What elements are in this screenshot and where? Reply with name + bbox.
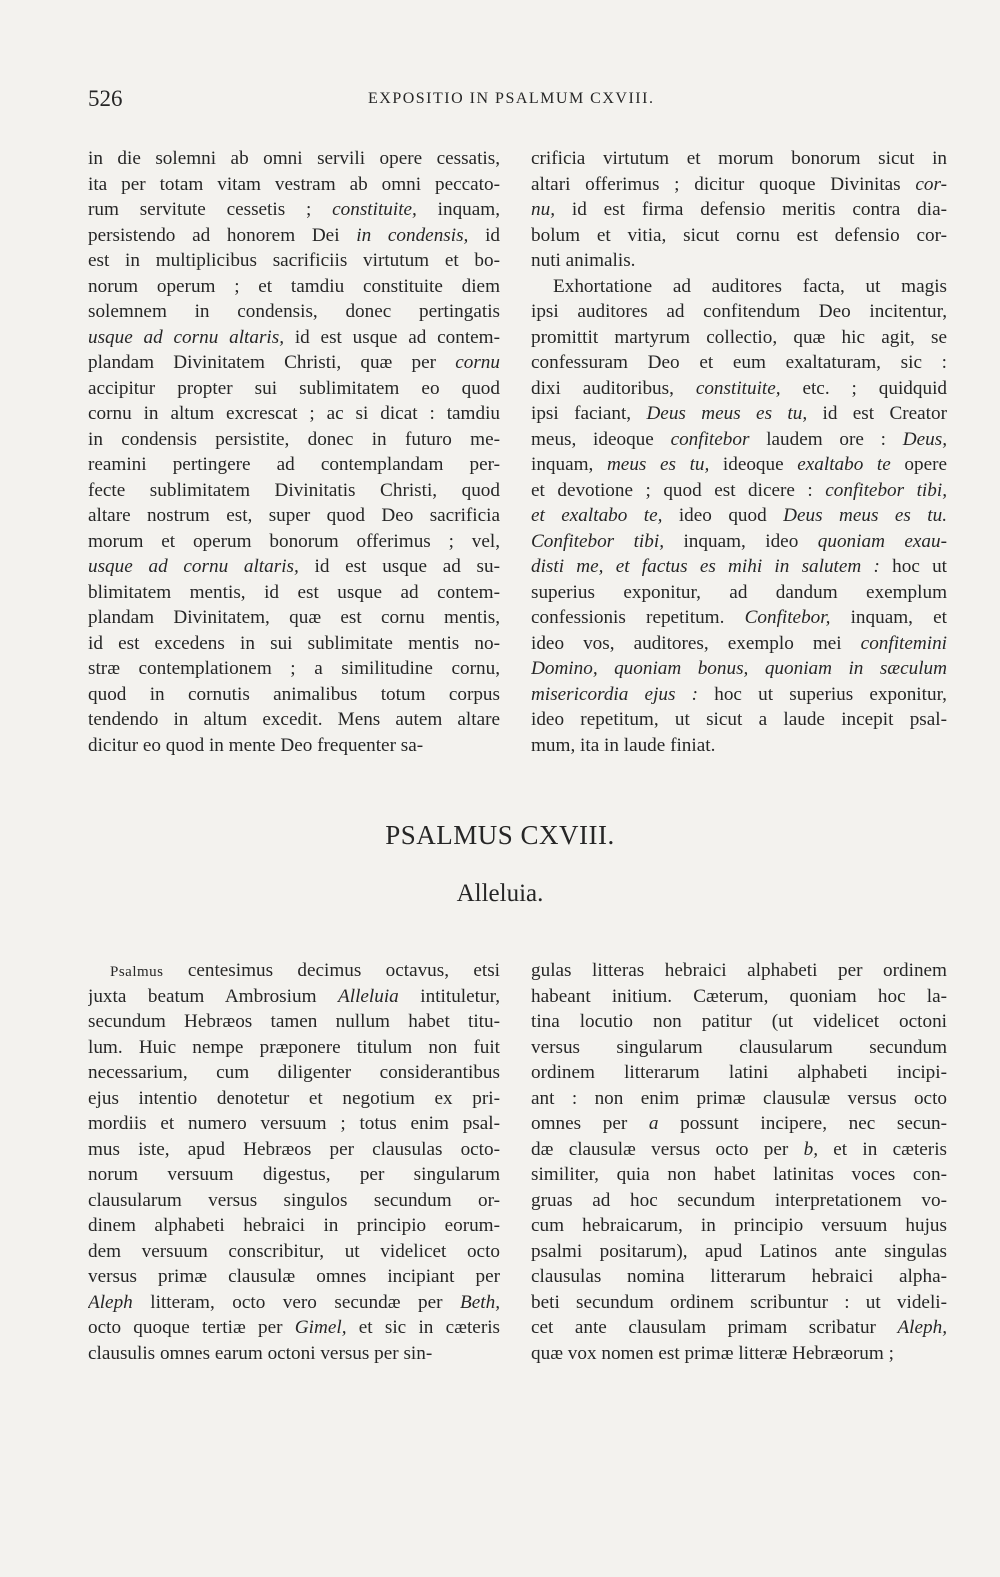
italic-run: constituite, [695, 377, 781, 399]
text-line [531, 554, 947, 580]
psalm-subtitle: Alleluia. [456, 880, 544, 907]
text-line [531, 1239, 947, 1265]
text-line [88, 1162, 500, 1188]
text-line [88, 605, 500, 631]
text-run: inquam, [416, 199, 500, 220]
text-line [531, 1162, 947, 1188]
italic-run: nu, [531, 199, 555, 220]
italic-run: Deus, [902, 428, 947, 450]
text-line [531, 682, 947, 708]
text-line [88, 682, 500, 708]
text-line [531, 478, 947, 504]
text-line [531, 707, 947, 733]
text-column-bottom-right [531, 958, 947, 1366]
text-line [88, 1341, 500, 1367]
italic-run: Deus meus es tu, [646, 403, 808, 424]
text-run: et in cæteris [817, 1138, 947, 1160]
text-line [88, 146, 500, 172]
running-title: EXPOSITIO IN PSALMUM CXVIII. [368, 90, 655, 107]
text-line [531, 401, 947, 427]
text-line [88, 503, 500, 529]
text-run: bolum et vitia, sicut cornu est defensio cor- [531, 224, 947, 246]
text-line [88, 1137, 500, 1163]
text-line [88, 656, 500, 682]
text-run: lum. Huic nempe præponere titulum non fuit [88, 1036, 500, 1058]
text-line [531, 1060, 947, 1086]
page-number: 526 [88, 86, 123, 111]
text-run: blimitatem mentis, id est usque ad contem- [88, 581, 500, 603]
text-line [88, 427, 500, 453]
text-line [531, 1213, 947, 1239]
text-line [531, 146, 947, 172]
text-run: gulas litteras hebraici alphabeti per ordinem [531, 960, 947, 981]
text-line [531, 605, 947, 631]
text-run: cornu in altum excrescat ; ac si dicat : tamdiu [88, 403, 500, 424]
italic-run: Aleph [88, 1291, 133, 1313]
text-run: fecte sublimitatem Divinitatis Christi, quod [88, 479, 500, 501]
text-run: beti secundum ordinem scribuntur : ut videli- [531, 1291, 947, 1313]
text-run: tendendo in altum excedit. Mens autem altare [88, 709, 500, 730]
italic-run: Domino, quoniam bonus, quoniam in sæculum [531, 658, 947, 679]
text-line [531, 248, 947, 274]
text-line [88, 1035, 500, 1061]
text-run: ipsi faciant, [531, 403, 647, 424]
text-line [88, 554, 500, 580]
text-line [88, 529, 500, 555]
text-run: juxta beatum Ambrosium [88, 985, 339, 1007]
italic-run: usque ad cornu altaris, [88, 326, 285, 348]
text-run: litteram, octo vero secundæ per [132, 1291, 461, 1313]
text-line [531, 350, 947, 376]
text-run: id est Creator [807, 403, 947, 424]
italic-run: Deus meus es tu. [783, 505, 947, 526]
text-line [531, 631, 947, 657]
text-line [531, 172, 947, 198]
text-line [88, 1213, 500, 1239]
text-run: ipsi auditores ad confitendum Deo incitentur, [531, 301, 947, 322]
text-run: clausulas nomina litterarum hebraici alpha- [531, 1266, 947, 1287]
running-head [88, 86, 948, 116]
text-run: confessionis repetitum. [531, 607, 745, 628]
text-line [88, 958, 500, 984]
text-line [531, 984, 947, 1010]
text-run: mus iste, apud Hebræos per clausulas octo- [88, 1138, 500, 1160]
text-line [88, 733, 500, 759]
text-run: quod in cornutis animalibus totum corpus [88, 683, 500, 705]
text-line [88, 299, 500, 325]
italic-run: b, [803, 1138, 818, 1160]
text-column-bottom-left [88, 958, 500, 1366]
italic-run: confitemini [860, 632, 947, 654]
text-run: clausulis omnes earum octoni versus per sin- [88, 1342, 433, 1364]
text-run: in condensis persistite, donec in futuro me- [88, 428, 500, 450]
text-run: confessuram Deo et eum exaltaturam, sic : [531, 352, 947, 373]
text-run: ejus intentio denotetur et negotium ex pri- [88, 1087, 500, 1109]
text-run: versus singularum clausularum secundum [531, 1036, 947, 1058]
text-run: possunt incipere, nec secun- [658, 1113, 947, 1134]
text-run: et devotione ; quod est dicere : [531, 479, 826, 501]
text-run: tina locutio non patitur (ut videlicet octoni [531, 1011, 947, 1032]
text-run: quæ vox nomen est primæ litteræ Hebræorum ; [531, 1342, 894, 1364]
text-line [88, 1290, 500, 1316]
text-run: gruas ad hoc secundum interpretationem vo- [531, 1189, 947, 1211]
text-run: omnes per [531, 1113, 649, 1134]
text-line [531, 376, 947, 402]
italic-run: a [648, 1113, 659, 1134]
italic-run: Aleph, [897, 1317, 947, 1338]
text-run: dem versuum conscribitur, ut videlicet octo [88, 1240, 500, 1262]
text-run: hoc ut superius exponitur, [698, 683, 947, 705]
text-run: reamini pertingere ad contemplandam per- [88, 454, 500, 475]
text-line [88, 452, 500, 478]
italic-run: misericordia ejus : [531, 683, 699, 705]
text-run: id est usque ad contem- [284, 326, 500, 348]
text-run: versus primæ clausulæ omnes incipiant per [88, 1266, 500, 1287]
psalm-title: PSALMUS CXVIII. [385, 820, 615, 850]
italic-run: Confitebor tibi, [531, 530, 664, 552]
italic-run: disti me, et factus es mihi in salutem : [531, 556, 880, 577]
text-run: ideo quod [662, 505, 784, 526]
text-line [531, 656, 947, 682]
text-line [88, 478, 500, 504]
text-run: ita per totam vitam vestram ab omni peccato- [88, 173, 500, 195]
text-run: clausularum versus singulos secundum or- [88, 1189, 500, 1211]
text-line [531, 1137, 947, 1163]
text-run: centesimus decimus octavus, etsi [163, 960, 500, 981]
text-run: cet ante clausulam primam scribatur [531, 1317, 898, 1338]
text-line [88, 631, 500, 657]
text-line [88, 1111, 500, 1137]
italic-run: cor- [915, 173, 947, 195]
text-run: promittit martyrum collectio, quæ hic agit, se [531, 326, 947, 348]
italic-run: Beth, [460, 1291, 500, 1313]
text-run: meus, ideoque [531, 428, 671, 450]
text-run: plandam Divinitatem, quæ est cornu mentis, [88, 607, 500, 628]
text-run: id est usque ad su- [298, 556, 500, 577]
italic-run: Confitebor, [744, 607, 831, 628]
text-run: rum servitute cessetis ; [88, 199, 333, 220]
text-run: habeant initium. Cæterum, quoniam hoc la- [531, 985, 947, 1007]
text-line [88, 1264, 500, 1290]
text-run: ideo repetitum, ut sicut a laude incepit psal- [531, 709, 947, 730]
text-run: dæ clausulæ versus octo per [531, 1138, 804, 1160]
text-line [531, 452, 947, 478]
text-line [531, 1264, 947, 1290]
text-run: norum operum ; et tamdiu constituite diem [88, 275, 500, 297]
text-column-top-right [531, 146, 947, 758]
text-line [531, 1009, 947, 1035]
italic-run: et exaltabo te, [531, 505, 663, 526]
text-run: id est excedens in sui sublimitate mentis no- [88, 632, 500, 654]
text-run: stræ contemplationem ; a similitudine cornu, [88, 658, 500, 679]
italic-run: meus es tu, [606, 454, 710, 475]
italic-run: confitebor tibi, [825, 479, 947, 501]
text-line [88, 1009, 500, 1035]
text-line [531, 1086, 947, 1112]
text-run: necessarium, cum diligenter considerantibus [88, 1062, 500, 1083]
text-line [531, 274, 947, 300]
text-run: similiter, quia non habet latinitas voces con- [531, 1164, 947, 1185]
text-line [531, 503, 947, 529]
text-line [531, 1341, 947, 1367]
italic-run: exaltabo te [797, 454, 891, 475]
italic-run: usque ad cornu altaris, [88, 556, 299, 577]
text-line [88, 1239, 500, 1265]
text-line [531, 325, 947, 351]
text-line [88, 197, 500, 223]
text-run: laudem ore : [749, 428, 903, 450]
text-run: intituletur, [398, 985, 500, 1007]
text-run: etc. ; quidquid [780, 377, 947, 399]
small-caps-run: Psalmus [110, 964, 164, 980]
text-line [88, 172, 500, 198]
text-run: secundum Hebræos tamen nullum habet titu- [88, 1011, 500, 1032]
text-run: ant : non enim primæ clausulæ versus octo [531, 1087, 947, 1109]
text-run: dinem alphabeti hebraici in principio eorum- [88, 1215, 500, 1236]
text-line [88, 401, 500, 427]
text-line [531, 1035, 947, 1061]
text-run: id est firma defensio meritis contra dia- [554, 199, 947, 220]
italic-run: constituite, [332, 199, 417, 220]
text-line [88, 223, 500, 249]
text-line [531, 1290, 947, 1316]
text-line [88, 325, 500, 351]
text-line [531, 580, 947, 606]
italic-run: Alleluia [338, 985, 399, 1007]
text-run: morum et operum bonorum offerimus ; vel, [88, 530, 500, 552]
text-run: octo quoque tertiæ per [88, 1317, 295, 1338]
text-run: nuti animalis. [531, 250, 636, 271]
text-run: altari offerimus ; dicitur quoque Divinitas [531, 173, 916, 195]
text-run: crificia virtutum et morum bonorum sicut in [531, 148, 947, 169]
text-line [531, 427, 947, 453]
text-run: inquam, [531, 454, 607, 475]
text-line [531, 958, 947, 984]
text-line [531, 733, 947, 759]
text-run: opere [890, 454, 947, 475]
text-run: ordinem litterarum latini alphabeti incipi- [531, 1062, 947, 1083]
text-run: altare nostrum est, super quod Deo sacrificia [88, 505, 500, 526]
text-run: in die solemni ab omni servili opere cessatis, [88, 148, 500, 169]
text-line [531, 529, 947, 555]
text-run: plandam Divinitatem Christi, quæ per [88, 352, 456, 373]
text-line [531, 1111, 947, 1137]
text-run: accipitur propter sui sublimitatem eo quod [88, 377, 500, 399]
text-line [88, 1086, 500, 1112]
text-run: solemnem in condensis, donec pertingatis [88, 301, 500, 322]
text-line [531, 1188, 947, 1214]
text-run: ideoque [709, 454, 798, 475]
text-run: superius exponitur, ad dandum exemplum [531, 581, 947, 603]
text-line [88, 580, 500, 606]
text-line [88, 1188, 500, 1214]
text-column-top-left [88, 146, 500, 758]
text-line [88, 707, 500, 733]
text-run: norum versuum digestus, per singularum [88, 1164, 500, 1185]
text-run: mum, ita in laude finiat. [531, 734, 716, 756]
text-run: cum hebraicarum, in principio versuum hujus [531, 1215, 947, 1236]
text-line [88, 248, 500, 274]
text-run: inquam, et [830, 607, 947, 628]
italic-run: cornu [455, 352, 500, 373]
text-line [531, 223, 947, 249]
italic-run: in condensis, [356, 224, 469, 246]
text-line [88, 350, 500, 376]
text-line [531, 299, 947, 325]
text-run: Exhortatione ad auditores facta, ut magis [553, 275, 947, 297]
text-run: ideo vos, auditores, exemplo mei [531, 632, 861, 654]
text-run: dicitur eo quod in mente Deo frequenter sa- [88, 734, 424, 756]
text-run: persistendo ad honorem Dei [88, 224, 357, 246]
italic-run: Gimel, [294, 1317, 347, 1338]
text-run: est in multiplicibus sacrificiis virtutum et bo- [88, 250, 500, 271]
text-line [531, 197, 947, 223]
text-run: hoc ut [879, 556, 947, 577]
text-line [88, 984, 500, 1010]
text-run: dixi auditoribus, [531, 377, 696, 399]
text-run: inquam, ideo [664, 530, 818, 552]
text-line [88, 376, 500, 402]
text-line [88, 1060, 500, 1086]
text-line [88, 1315, 500, 1341]
text-line [531, 1315, 947, 1341]
text-run: psalmi positarum), apud Latinos ante singulas [531, 1240, 947, 1262]
text-run: id [468, 224, 500, 246]
text-run: mordiis et numero versuum ; totus enim psal- [88, 1113, 500, 1134]
italic-run: quoniam exau- [817, 530, 947, 552]
text-line [88, 274, 500, 300]
italic-run: confitebor [670, 428, 750, 450]
text-run: et sic in cæteris [346, 1317, 500, 1338]
